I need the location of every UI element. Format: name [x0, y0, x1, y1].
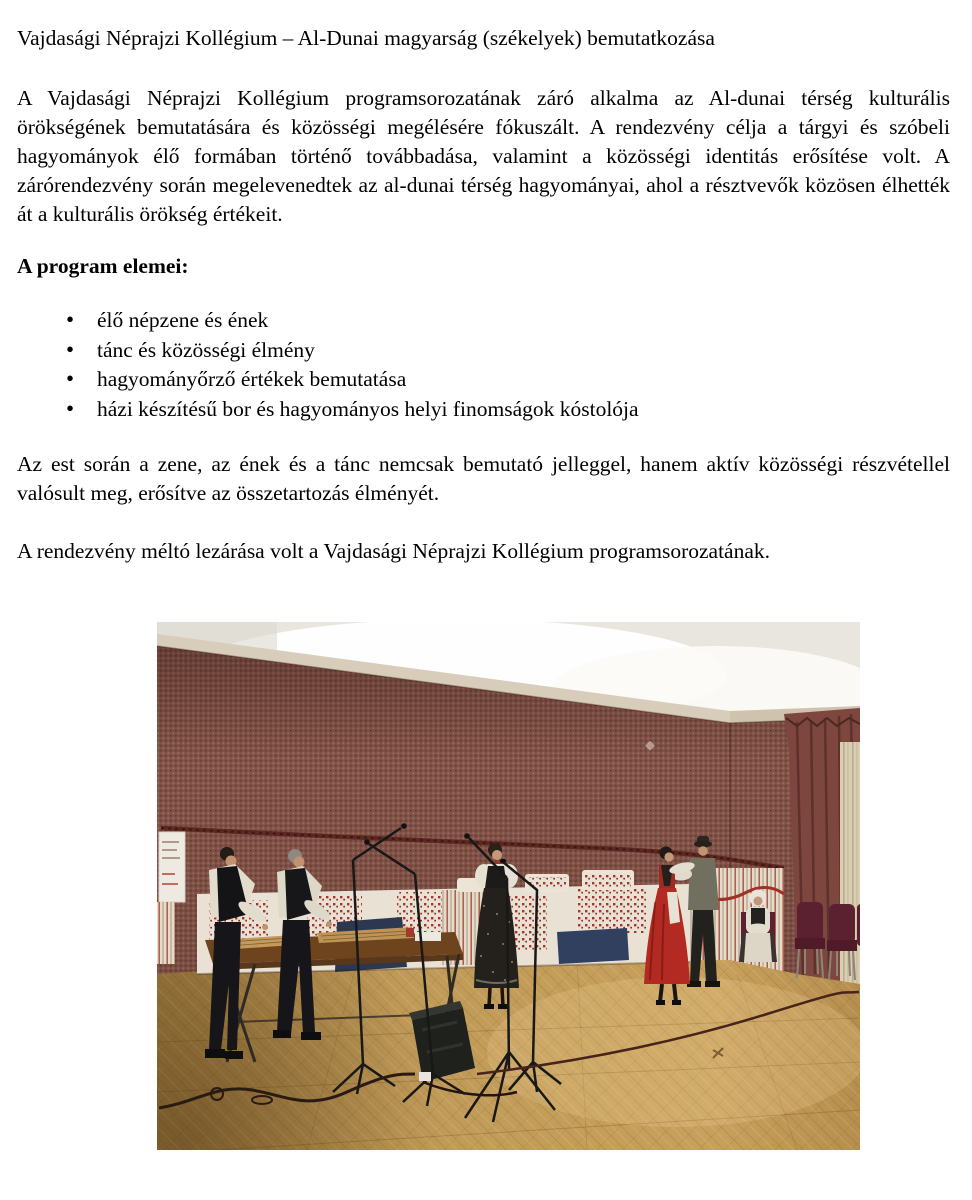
event-photo — [157, 622, 860, 1150]
program-bullet-list — [17, 306, 950, 424]
wall-poster — [159, 832, 185, 902]
paragraph-intro: A Vajdasági Néprajzi Kollégium programsorozatának záró alkalma az Al-dunai térség kulturális örökségének bemutatására és közösségi megélésére fókuszált. A rendezvény célja a tárgyi és szóbeli hagyományok élő formában történő továbbadása, valamint a közösségi identitás erősítése volt. A zárórendezvény során megelevenedtek az al-dunai térség hagyományai, ahol a résztvevők közösen élhették át a kulturális örökség értékeit. — [17, 86, 950, 226]
event-photo-illustration — [157, 622, 860, 1150]
bullet-item: • hagyományőrző értékek bemutatása — [97, 365, 950, 395]
paragraph-closing: A rendezvény méltó lezárása volt a Vajdasági Néprajzi Kollégium programsorozatának. — [17, 539, 771, 563]
left-edge-cloth — [157, 902, 175, 964]
document-text — [17, 24, 950, 566]
paragraph-evening: Az est során a zene, az ének és a tánc nemcsak bemutató jelleggel, hanem aktív közösségi részvétellel valósult meg, erősítve az összetartozás élményét. — [17, 452, 950, 505]
bullet-item: • házi készítésű bor és hagyományos helyi finomságok kóstolója — [97, 395, 950, 425]
document-title: Vajdasági Néprajzi Kollégium – Al-Dunai magyarság (székelyek) bemutatkozása — [17, 26, 715, 50]
section-heading: A program elemei: — [17, 254, 189, 278]
bullet-item: • tánc és közösségi élmény — [97, 336, 950, 366]
bullet-item: • élő népzene és ének — [97, 306, 950, 336]
